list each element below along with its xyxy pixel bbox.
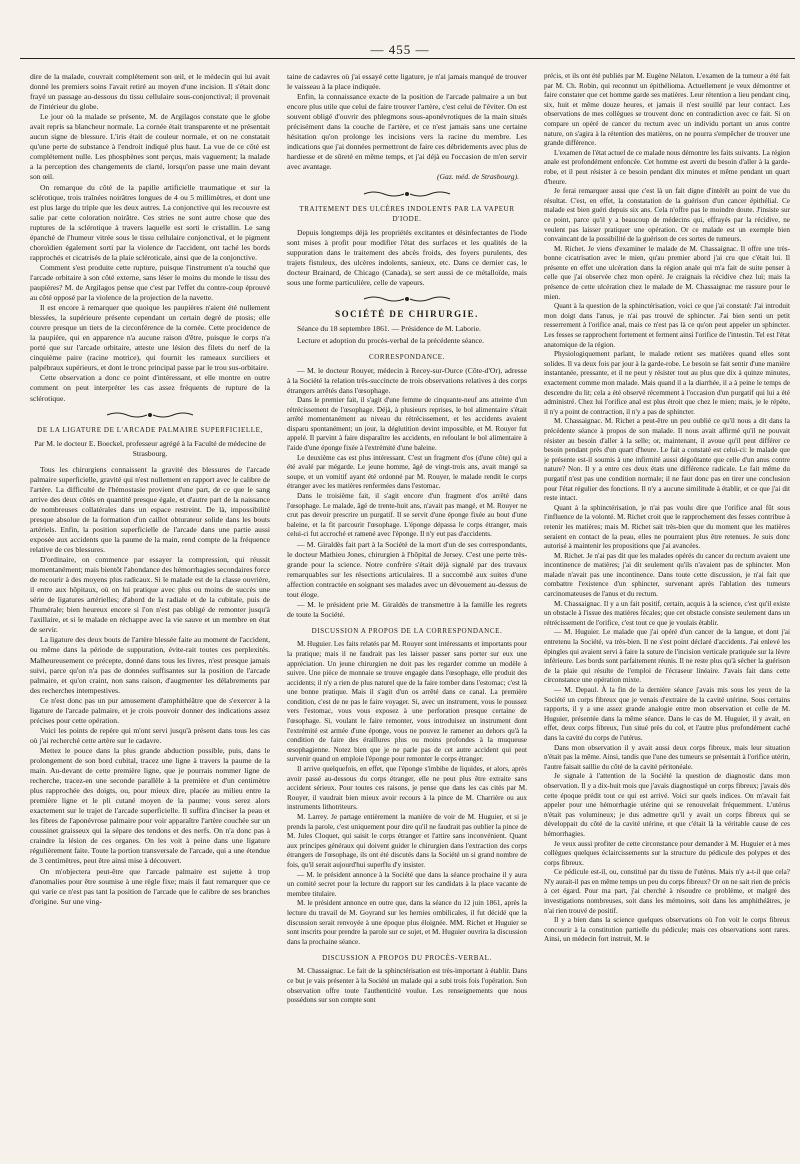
paragraph: M. Richet. Je viens d'examiner le malade de M. Chassaignac. Il offre une très-bonne cicatrisation avec le mien, qu'au premier abord j'ai cru que c'était lui. Il présente en effet une ulcération dans la région anale qui m'a fait de suite penser à celle que j'ai observée chez mon opéré. Je craignais la récidive chez lui; mais la présence de cette ulcération chez le malade de M. Chassaignac me rassure pour le mien. <box>544 244 790 301</box>
paragraph: — M. le président prie M. Giraldès de transmettre à la famille les regrets de toute la Société. <box>287 600 527 620</box>
paragraph: — M. Huguier. Le malade que j'ai opéré d'un cancer de la langue, et dont j'ai entretenu la Société, va très-bien. Il ne s'est point déclaré d'accidents. J'ai enlevé les épingles qui avaient servi à faire la suture de l'incision verticale pratiquée sur la lèvre inférieure. Les bords sont parfaitement réunis. Il ne reste plus qu'à sécher la guérison de la plaie qui résulte de l'emploi de l'écraseur linéaire. J'avais fait dans cette circonstance une opération mixte. <box>544 628 790 685</box>
article-heading: TRAITEMENT DES ULCÈRES INDOLENTS PAR LA VAPEUR D'IODE. <box>299 204 515 223</box>
paragraph: Quant à la sphinctérisation, je n'ai pas voulu dire que l'orifice anal fût sous l'influence de la volonté. M. Richet croit que le rapprochement des fesses contribue à retenir les matières; mais M. Richet sait très-bien que du moment que les matières seraient en contact de la peau, elles ne pourraient plus être retenues. Je suis donc autorisé à maintenir les propositions que j'ai avancées. <box>544 503 790 551</box>
paragraph: Il est encore à remarquer que quoique les paupières n'aient été nullement blessées, la supérieure présente cependant un certain degré de ptosis; elle couvre presque un tiers de la circonférence de la cornée. Cette procidence de la paupière, qui en apparence n'a aucune raison d'être, puisque le corps n'a porté que sur l'arcade orbitaire, atteste une lésion des filets du nerf de la cinquième paire (racine motrice), qui fournit les rameaux surciliers et palpébraux supérieurs, et dont le tronc principal passe par le trou sus-orbitaire. <box>30 303 270 373</box>
paragraph: Tous les chirurgiens connaissent la gravité des blessures de l'arcade palmaire superficielle, gravité qui n'est nullement en rapport avec le calibre de l'artère. La difficulté de l'hémostasie provient d'une part, de ce que le sang arrive des deux côtés en quantité presque égale, et d'autre part de la naissance de nombreuses collatérales dans un espace restreint. De là, impossibilité presque absolue de la formation d'un caillot obturateur solide dans les bouts artériels. Enfin, la position superficielle de l'arcade dans une partie aussi exposée aux accidents que la paume de la main, rend compte de la fréquence relative de ces blessures. <box>30 464 270 555</box>
paragraph: taine de cadavres où j'ai essayé cette ligature, je n'ai jamais manqué de trouver le vaisseau à la place indiquée. <box>287 72 527 92</box>
paragraph: M. Huguier. Les faits relatés par M. Rouyer sont intéressants et importants pour la pratique; mais il ne faudrait pas les laisser passer sans porter sur eux une appréciation. Un jeune chirurgien ne doit pas les regarder comme un modèle à suivre. Une pièce de monnaie se trouve engagée dans l'œsophage, elle produit des accidents; il n'y a rien de plus naturel que de la faire tomber dans l'estomac; c'est là une bonne pratique. Mais il s'agit d'un os arrêté dans ce canal. La première condition, c'est de ne pas le faire voyager. Si, avec un instrument, vous le poussez vers l'estomac, vous vous exposez à une perforation presque certaine de l'œsophage. Si, voulant le faire remonter, vous introduisez un instrument dont l'extrémité est armée d'une éponge, vous ne pouvez le ramener au dehors qu'à la condition de faire des éraillures plus ou moins profondes à la muqueuse œsophagienne. Notez bien que je ne parle pas de cet autre accident qui peut survenir quand on emploie l'éponge pour remonter le corps étranger. <box>287 640 527 764</box>
meeting-line: Séance du 18 septembre 1861. — Présidence de M. Laborie. <box>297 323 481 333</box>
paragraph: Ce n'est donc pas un pur amusement d'amphithéâtre que de s'exercer à la ligature de l'arcade palmaire, et je crois pouvoir donner des indications assez précises pour cette opération. <box>30 695 270 725</box>
paragraph: Dans mon observation il y avait aussi deux corps fibreux, mais leur situation n'était pas la même. Ainsi, tandis que l'une des tumeurs se présentait à l'orifice utérin, l'autre faisait saillie du côté de la cavité péritonéale. <box>544 743 790 771</box>
paragraph: Il y a bien dans la science quelques observations où l'on voit le corps fibreux concourir à la constitution partielle du pédicule; mais ces observations sont rares. Ainsi, un médecin fort instruit, M. le <box>544 916 790 944</box>
article-heading: DE LA LIGATURE DE L'ARCADE PALMAIRE SUPERFICIELLE, <box>37 425 263 434</box>
source-citation: (Gaz. méd. de Strasbourg). <box>437 172 519 182</box>
page-number: — 455 — <box>370 42 430 57</box>
section-heading: SOCIÉTÉ DE CHIRURGIE. <box>335 308 479 319</box>
paragraph: — M. le président annonce à la Société que dans la séance prochaine il y aura un comité secret pour la lecture du rapport sur les candidats à la place vacante de membre titulaire. <box>287 870 527 898</box>
subsection-heading: DISCUSSION A PROPOS DU PROCÈS-VERBAL. <box>322 954 492 963</box>
paragraph: — M. le docteur Rouyer, médecin à Recey-sur-Ource (Côte-d'Or), adresse à la Société la relation très-succincte de trois observations relatives à des corps étrangers arrêtés dans l'œsophage. <box>287 365 527 395</box>
paragraph: Comment s'est produite cette rupture, puisque l'instrument n'a touché que l'arcade orbitaire à son côté externe, sans léser le moins du monde le tissu des paupières? M. de Argilagos pense que c'est par l'effet du contre-coup éprouvé au côté opposé par la violence de la projection de la navette. <box>30 262 270 303</box>
paragraph: M. Richet. Je n'ai pas dit que les malades opérés du cancer du rectum avaient une incontinence de matières; j'ai dit seulement qu'ils n'avaient pas de sphincter. Mon malade n'avait pas une incontinence. Dans toute cette discussion, je n'ai fait que combattre l'existence d'un sphincter, survenant après l'ablation des tumeurs carcinomateuses de l'anus et du rectum. <box>544 551 790 599</box>
paragraph: Quant à la question de la sphinctérisation, voici ce que j'ai constaté: J'ai introduit mon doigt dans l'anus, je n'ai pas trouvé de sphincter. J'ai bien senti un petit resserrement à l'orifice anal, mais ce n'est pas là ce qu'on peut appeler un sphincter. Les fesses se rapprochent fortement et ferment ainsi l'orifice de l'intestin. Tel est l'état anatomique de la région. <box>544 302 790 349</box>
paragraph: L'examen de l'état actuel de ce malade nous démontre les faits suivants. La région anale est profondément enfoncée. Cet homme est averti du besoin d'aller à la garde-robe, et il peut résister à ce besoin pendant dix minutes et même pendant un quart d'heure. <box>544 148 790 186</box>
paragraph: M. Chassaignac. Le fait de la sphinctérisation est très-important à établir. Dans ce but je vais présenter à la Société un malade qui a subi trois fois l'opération. Son observation offre toute l'authenticité voulue. Les renseignements que nous possédons sur son compte sont <box>287 967 527 1005</box>
paragraph: Je veux aussi profiter de cette circonstance pour demander à M. Huguier et à mes collègues quelques éclaircissements sur la structure du pédicule des polypes et des corps fibreux. <box>544 839 790 867</box>
paragraph: — M. Giraldès fait part à la Société de la mort d'un de ses correspondants, le docteur Mathieu Jones, chirurgien à l'hôpital de Jersey. C'est une perte très-grande pour la science. Notre confrère s'était déjà signalé par des travaux remarquables sur les résections articulaires. Il a succombé aux suites d'une affection contractée en soignant ses malades avec un dévouement au-dessus de tout éloge. <box>287 539 527 600</box>
paragraph: M. Larrey. Je partage entièrement la manière de voir de M. Huguier, et si je prends la parole, c'est uniquement pour dire qu'il ne faudrait pas oublier la pince de M. Jules Cloquet, qui saisit le corps étranger et l'attire sans inconvénient. Quant aux principes généraux qui doivent guider le chirurgien dans l'extraction des corps étrangers de l'œsophage, ils ont été discutés dans la Société un si grand nombre de fois, qu'il serait aujourd'hui superflu d'y insister. <box>287 813 527 869</box>
flourish-divider-icon <box>362 190 452 198</box>
paragraph: dire de la malade, couvrait complétement son œil, et le médecin qui lui avait donné les premiers soins l'avait retiré au moyen d'une incision. Il s'était donc frayé un passage au-dessous du tissu cellulaire sous-conjonctival; il provenait de l'intérieur du globe. <box>30 72 270 112</box>
paragraph: Le deuxième cas est plus intéressant. C'est un fragment d'os (d'une côte) qui a été avalé par mégarde. Le jeune homme, âgé de vingt-trois ans, avait mangé sa soupe, et un vomitif ayant été ordonné par M. Rouyer, le malade rendit le corps étranger avec les matières renfermées dans l'estomac. <box>287 453 527 491</box>
paragraph: Lecture et adoption du procès-verbal de la précédente séance. <box>297 335 485 345</box>
flourish-divider-icon <box>105 411 195 419</box>
paragraph: Ce pédicule est-il, ou, constitué par du tissu de l'utérus. Mais n'y a-t-il que cela? N'y aurait-il pas en même temps un peu du corps fibreux? Or on ne sait rien de précis à cet égard. Pour ma part, j'ai cherché à résoudre ce problème, et malgré des investigations nombreuses, soit dans les mémoires, soit dans les amphithéâtres, je n'ai rien trouvé de positif. <box>544 868 790 915</box>
byline: Par M. le docteur E. Boeckel, professeur agrégé à la Faculté de médecine de Strasbourg. <box>34 438 266 458</box>
paragraph: Voici les points de repère qui m'ont servi jusqu'à présent dans tous les cas où j'ai recherché cette artère sur le cadavre. <box>30 725 270 745</box>
paragraph: Dans le troisième fait, il s'agit encore d'un fragment d'os arrêté dans l'œsophage. Le malade, âgé de trente-huit ans, n'avait pas mangé, et M. Rouyer ne crut pas devoir prescrire un purgatif. Il se servit d'une éponge fixée au bout d'une baleine, et la fit parcourir l'œsophage. L'éponge dépassa le corps étranger, mais celui-ci fut accroché et ramené avec l'éponge. Il n'y eut pas d'accidents. <box>287 491 527 539</box>
paragraph: M. Chassaignac. Il y a un fait positif, certain, acquis à la science, c'est qu'il existe un obstacle à l'issue des matières fécales; que cet obstacle consiste seulement dans un rétrécissement de l'orifice, c'est tout ce que je voulais établir. <box>544 599 790 627</box>
header-rule <box>20 58 795 59</box>
paragraph: M. Chassaignac. M. Richet a peut-être un peu oublié ce qu'il nous a dit dans la précédente séance à propos de son malade. Il nous avait affirmé qu'il ne pouvait résister au besoin d'aller à la selle; or, maintenant, il avoue qu'il peut différer ce besoin pendant près d'un quart d'heure. Le fait a constaté est celui-ci: le malade que je présente est-il soumis à une infirmité aussi dégoûtante que celle d'un anus contre nature? Non. Il y a entre ces deux états une différence radicale. Le fait même du purgatif n'est pas une condition normale; il ne faut donc pas en tirer une conclusion pour l'état régulier des fonctions. Il n'y a aucune similitude à établir, et ce que j'ai dit reste intact. <box>544 417 790 503</box>
subsection-heading: DISCUSSION A PROPOS DE LA CORRESPONDANCE. <box>311 627 503 636</box>
paragraph: D'ordinaire, on commence par essayer la compression, qui réussit momentanément; mais bientôt l'abondance des hémorrhagies secondaires force de recourir à des moyens plus radicaux. Si le malade est de la classe ouvrière, il entre aux hôpitaux, où on lui pratique avec plus ou moins de succès une série de ligatures artérielles; d'abord de la radiale et de la cubitale, puis de l'humérale; bien heureux encore si l'on n'est pas obligé de remonter jusqu'à l'axillaire, et si le malade en réchappe avec la vie sauve et un membre en état de servir. <box>30 555 270 635</box>
paragraph: — M. Depaul. À la fin de la dernière séance j'avais mis sous les yeux de la Société un corps fibreux que je venais d'extraire de la cavité utérine. Sous certains rapports, il y a une assez grande analogie entre mon observation et celle de M. Huguier, présentée dans la même séance. Dans le cas de M. Huguier, il y avait, en effet, deux corps fibreux, l'un situé près du col, et l'autre plus profondément caché dans la cavité du corps de l'utérus. <box>544 686 790 742</box>
paragraph: Le jour où la malade se présente, M. de Argilagos constate que le globe avait repris sa blancheur normale. La cornée était transparente et ne présentait aucun signe de blessure. L'iris était de couleur normale, et on ne constatait qu'une perte de substance à l'endroit indiqué plus haut. La vue de ce côté est complétement nulle. Les phosphènes sont perçus, mais vaguement; la malade a la perception des changements de clarté, lorsqu'on passe une main devant son œil. <box>30 112 270 182</box>
paragraph: Je signale à l'attention de la Société la question de diagnostic dans mon observation. Il y a dix-huit mois que j'avais diagnostiqué un corps fibreux; j'avais dès cette époque prédit tout ce qui est arrivé. Voici sur quels indices. On m'avait fait appeler pour une hémorrhagie utérine qui se renouvelait fréquemment. L'utérus n'était pas volumineux; je dus admettre qu'il y avait un corps fibreux qui se développait du côté de la cavité utérine, et que c'était là la véritable cause de ces hémorrhagies. <box>544 772 790 838</box>
subsection-heading: CORRESPONDANCE. <box>368 352 446 361</box>
paragraph: Mettez le pouce dans la plus grande abduction possible, puis, dans le prolongement de son bord cubital, tracez une ligne à travers la paume de la main. Au-devant de cette première ligne, que je pourrais nommer ligne de recherche, tracez-en une seconde parallèle à la première et d'un centimètre plus rapprochée des doigts, ou, pour mieux dire, placée au milieu entre la première ligne et le pli cutané moyen de la paume; vous serez alors exactement sur le trajet de l'arcade superficielle. Il suffira d'inciser la peau et les fibres de l'aponévrose palmaire pour voir apparaître l'artère couchée sur un coussinet graisseux qui la sépare des tendons et des nerfs. On n'a donc pas à craindre la lésion de ces organes. On les voit à peine dans une ligature régulièrement faite. Toute la portion transversale de l'arcade, qui a une étendue de 3 centimètres, peut être ainsi mise à découvert. <box>30 745 270 866</box>
paragraph: Physiologiquement parlant, le malade retient ses matières quand elles sont solides. Il va deux fois par jour à la garde-robe. Le besoin se fait sentir d'une manière instantanée, pressante, et il ne peut y résister tout au plus que dix à quinze minutes, exactement comme mon malade. Mais quand il a la diarrhée, il a à peine le temps de descendre du lit; cela a été observé récemment à l'occasion d'un purgatif qui lui a été administré. Chez lui l'orifice anal est plus étroit que chez le mien; mais, je le répète, il n'y a point de contraction, il n'y a pas de sphincter. <box>544 350 790 416</box>
paragraph: La ligature des deux bouts de l'artère blessée faite au moment de l'accident, ou même dans la période de suppuration, évite-rait toutes ces perplexités. Malheureusement ce précepte, donné dans tous les livres, n'est presque jamais suivi, parce qu'on n'a pas de données suffisantes sur la position de l'arcade palmaire, et qu'on craint, non sans raison, d'augmenter les délabrements par des recherches intempestives. <box>30 635 270 695</box>
paragraph: M. le président annonce en outre que, dans la séance du 12 juin 1861, après la lecture du travail de M. Goyrand sur les hernies ombilicales, il fut décidé que la discussion serait renvoyée à une époque plus éloignée. MM. Richet et Huguier se sont inscrits pour prendre la parole sur ce sujet, et M. Huguier ouvrira la discussion dans la prochaine séance. <box>287 899 527 946</box>
column-3 <box>544 72 790 1154</box>
paragraph: On m'objectera peut-être que l'arcade palmaire est sujette à trop d'anomalies pour être soumise à une règle fixe; mais il faut remarquer que ce qui varie ce n'est pas tant la position de l'arcade que le calibre de ses branches d'origine. Sur une ving- <box>30 866 270 906</box>
column-2 <box>287 72 527 1154</box>
paragraph: Cette observation a donc ce point d'intéressant, et elle montre en outre comment on peut interpréter les cas assez fréquents de rupture de la sclérotique. <box>30 373 270 403</box>
paragraph: On remarque du côté de la papille artificielle traumatique et sur la sclérotique, trois traînées noirâtres longues de 4 ou 5 millimètres, et dont une est plus large du triple que les deux autres. La conjonctive qui les recouvre est salie par cette coloration noirâtre. Ces stries ne sont autre chose que des ruptures de la sclérotique à travers laquelle est sorti le cristallin. Le sang épanché de l'humeur vitrée sous le tissu cellulaire conjonctival, et le pigment choroïdien également sorti par la violence de l'accident, ont taché les bords rapprochés et cicatrisés de la plaie scléroticale, ainsi que de la conjonctive. <box>30 182 270 262</box>
paragraph: Il arrive quelquefois, en effet, que l'éponge s'imbibe de liquides, et alors, après avoir passé au-dessous du corps étranger, elle ne peut plus être extraite sans accident sérieux. Pour toutes ces raisons, je pense que dans les cas cités par M. Rouyer, il vaudrait bien mieux avoir recours à la pince de M. Charrière ou aux instruments lithotriteurs. <box>287 765 527 812</box>
paragraph: Enfin, la connaissance exacte de la position de l'arcade palmaire a un but encore plus utile que celui de faire trouver l'artère, c'est celui de l'éviter. On est souvent obligé d'ouvrir des phlegmons sous-aponévrotiques de la main situés précisément dans la couche de l'artère, et ce n'est jamais sans une certaine hésitation qu'on prolonge les incisions vers la racine du membre. Les indications que j'ai données permettront de faire ces débridements avec plus de hardiesse et de sûreté en même temps, et j'ai déjà eu l'occasion de m'en servir avec avantage. <box>287 92 527 172</box>
paragraph: Depuis longtemps déjà les propriétés excitantes et désinfectantes de l'iode sont mises à profit pour modifier l'état des surfaces et les qualités de la suppuration dans le traitement des abcès froids, des foyers purulents, des trajets fistuleux, des ulcères indolents, sanieux, etc. Dans ce dernier cas, le docteur Brainard, de Chicago (Canada), se sert aussi de ce métalloïde, mais sous une forme particulière, celle de vapeurs. <box>287 227 527 287</box>
flourish-divider-icon <box>362 295 452 303</box>
paragraph: précis, et ils ont été publiés par M. Eugène Nélaton. L'examen de la tumeur a été fait par M. Ch. Robin, qui reconnut un épithélioma. Actuellement je veux démontrer et faire constater que cet homme garde ses matières. Leur rétention a lieu pendant cinq, six, huit et même douze heures, et jamais il n'est souillé par leur contact. Les observations de mes collègues se trouvent donc en contradiction avec ce fait. Si on compare un opéré de cancer du rectum avec un individu portant un anus contre nature, on s'agira à la rétention des matières, on ne pourra s'empêcher de trouver une grande différence. <box>544 72 790 148</box>
paragraph: Dans le premier fait, il s'agit d'une femme de cinquante-neuf ans atteinte d'un rétrécissement de l'œsophage. Déjà, à plusieurs reprises, le bol alimentaire s'était arrêté momentanément au niveau du rétrécissement, et les accidents avaient disparu spontanément; un jour, la déglutition devint impossible, et M. Rouyer fut appelé. Il parvint à faire disparaître les accidents, en refoulant le bol alimentaire à l'aide d'une éponge fixée à l'extrémité d'une baleine. <box>287 396 527 452</box>
column-1 <box>30 72 270 1154</box>
paragraph: Je ferai remarquer aussi que c'est là un fait digne d'intérêt au point de vue du résultat. C'est, en effet, la constatation de la guérison d'un cancer épithélial. Ce malade est bien guéri depuis six ans. Cela n'offre pas le moindre doute. J'insiste sur ce point, parce qu'il y a beaucoup de médecins qui, effrayés par la récidive, ne veulent pas laisser pratiquer une opération. Or ce malade est un exemple bien convaincant de la possibilité de la guérison de ces sortes de tumeurs. <box>544 187 790 244</box>
